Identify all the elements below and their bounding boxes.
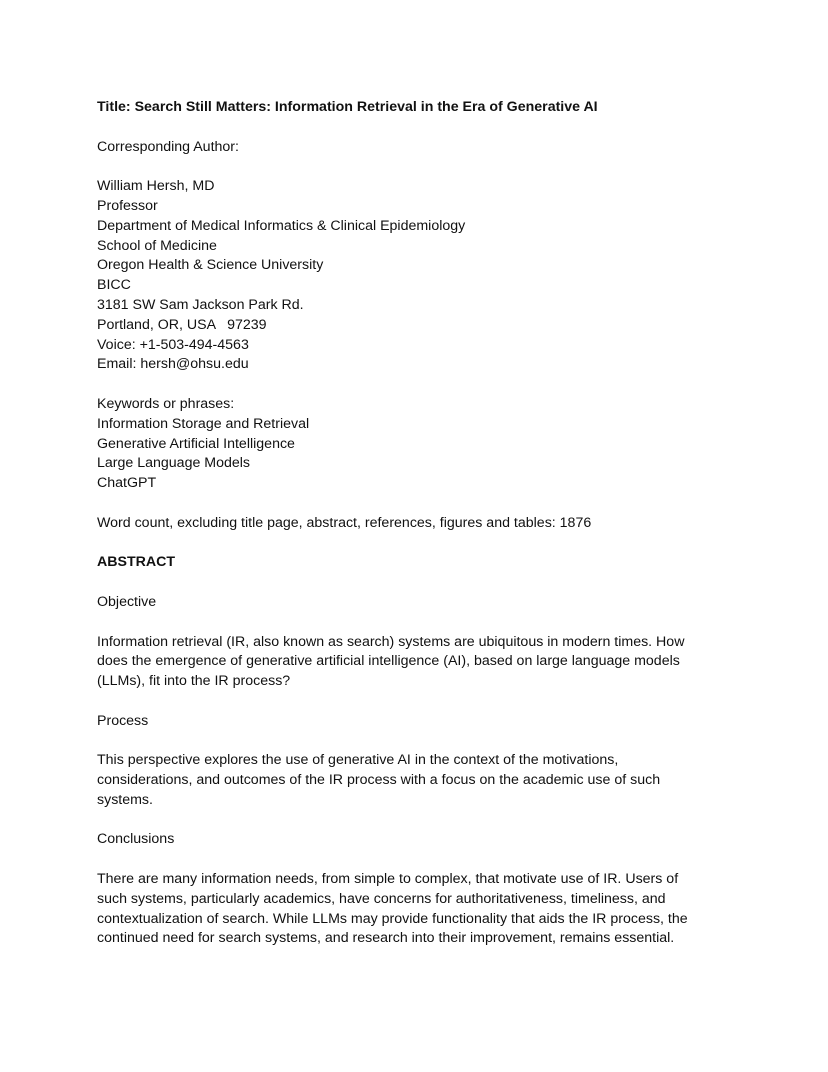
objective-line: does the emergence of generative artificial intelligence (AI), based on large language models (97, 653, 680, 670)
word-count: Word count, excluding title page, abstract, references, figures and tables: 1876 (97, 514, 592, 531)
spacer (97, 375, 737, 395)
author-voice: Voice: +1-503-494-4563 (97, 336, 249, 353)
author-university: Oregon Health & Science University (97, 257, 324, 274)
spacer (97, 118, 737, 138)
author-street: 3181 SW Sam Jackson Park Rd. (97, 296, 304, 313)
keyword-item: Information Storage and Retrieval (97, 415, 310, 432)
spacer (97, 573, 737, 593)
spacer (97, 534, 737, 554)
title-page-content (97, 98, 737, 949)
process-paragraph (97, 751, 737, 810)
author-title: Professor (97, 197, 158, 214)
author-address-block (97, 177, 737, 375)
keywords-block (97, 395, 737, 494)
spacer (97, 811, 737, 831)
process-heading: Process (97, 712, 149, 729)
keyword-item: Large Language Models (97, 455, 251, 472)
spacer (97, 850, 737, 870)
spacer (97, 692, 737, 712)
author-department: Department of Medical Informatics & Clinical Epidemiology (97, 217, 466, 234)
objective-line: Information retrieval (IR, also known as search) systems are ubiquitous in modern times. How (97, 633, 685, 650)
author-name: William Hersh, MD (97, 178, 215, 195)
objective-line: (LLMs), fit into the IR process? (97, 673, 291, 690)
author-email: Email: hersh@ohsu.edu (97, 356, 249, 373)
process-line: considerations, and outcomes of the IR process with a focus on the academic use of such (97, 772, 661, 789)
corresponding-author-label: Corresponding Author: (97, 138, 239, 155)
keywords-label: Keywords or phrases: (97, 395, 235, 412)
conclusions-line: continued need for search systems, and research into their improvement, remains essential. (97, 930, 675, 947)
objective-paragraph (97, 633, 737, 692)
author-city: Portland, OR, USA 97239 (97, 316, 267, 333)
conclusions-line: There are many information needs, from simple to complex, that motivate use of IR. Users of (97, 871, 679, 888)
spacer (97, 613, 737, 633)
objective-heading: Objective (97, 593, 157, 610)
paper-title: Title: Search Still Matters: Information Retrieval in the Era of Generative AI (97, 99, 598, 115)
process-line: This perspective explores the use of generative AI in the context of the motivations, (97, 752, 619, 769)
abstract-section (97, 553, 737, 949)
conclusions-heading: Conclusions (97, 831, 175, 848)
spacer (97, 157, 737, 177)
abstract-heading: ABSTRACT (97, 554, 176, 571)
conclusions-line: such systems, particularly academics, have concerns for authoritativeness, timeliness, and (97, 890, 666, 907)
spacer (97, 732, 737, 752)
keyword-item: Generative Artificial Intelligence (97, 435, 295, 452)
author-building: BICC (97, 277, 131, 294)
keyword-item: ChatGPT (97, 475, 157, 492)
author-school: School of Medicine (97, 237, 217, 254)
spacer (97, 494, 737, 514)
conclusions-paragraph (97, 870, 737, 949)
process-line: systems. (97, 791, 153, 808)
conclusions-line: contextualization of search. While LLMs may provide functionality that aids the IR process, the (97, 910, 688, 927)
